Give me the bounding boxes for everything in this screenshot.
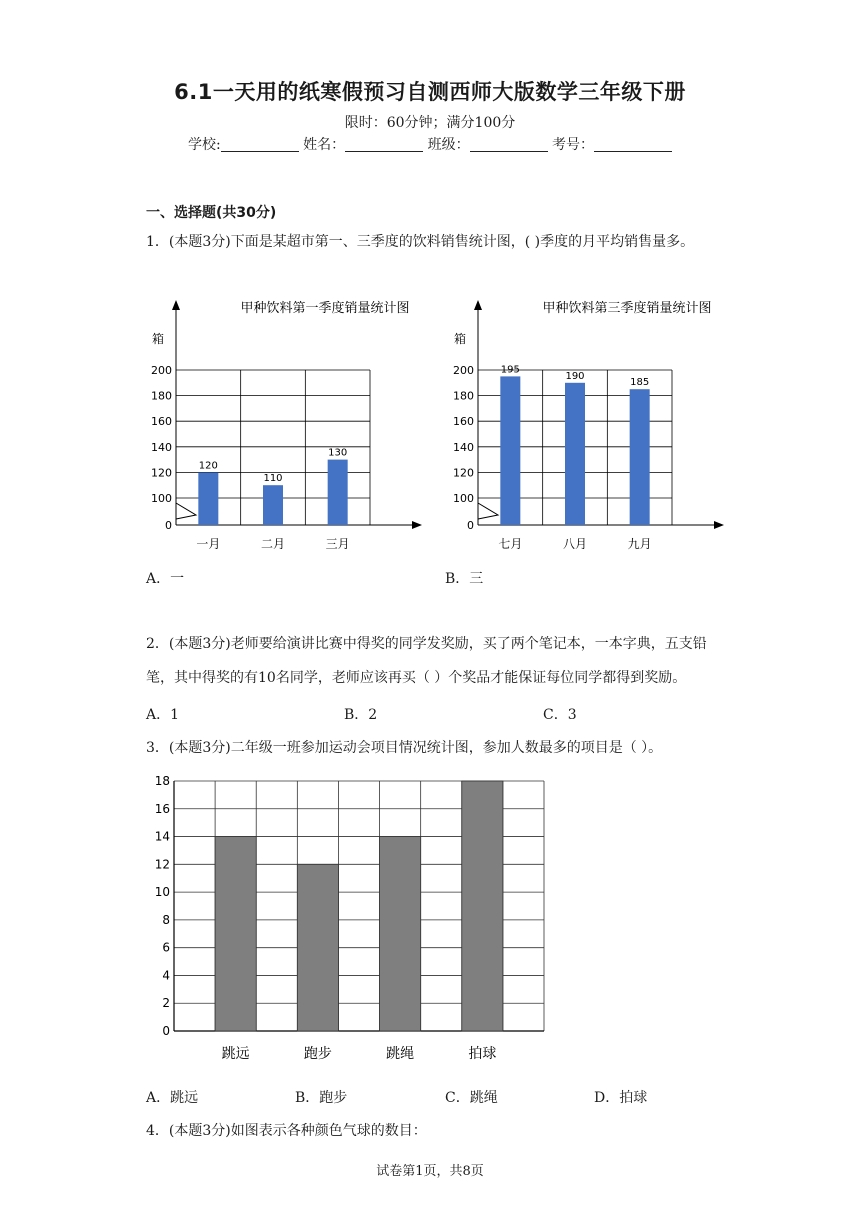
question-1-text: 1．(本题3分)下面是某超市第一、三季度的饮料销售统计图，( )季度的月平均销售量多。 (146, 234, 695, 250)
q1c1-y-tick: 160 (151, 415, 172, 429)
q2-option-b[interactable]: B．2 (344, 707, 378, 723)
q3-y-tick: 4 (162, 968, 170, 983)
student-info-line (0, 134, 860, 154)
q3-y-tick: 0 (162, 1024, 170, 1038)
q1c2-y-tick: 200 (453, 364, 474, 377)
q1c1-y-tick: 140 (151, 440, 172, 454)
q3-y-tick: 8 (162, 912, 170, 927)
q1c2-bar (500, 376, 520, 525)
time-limit: 限时：60分钟；满分100分 (344, 115, 516, 131)
q1c1-x-tick: 一月 (196, 537, 221, 551)
q1c1-title: 甲种饮料第一季度销量统计图 (240, 301, 410, 316)
q1c2-axis-break (478, 503, 498, 519)
name-label: 姓名： (303, 137, 346, 153)
exam-number-blank[interactable] (594, 137, 672, 152)
q1c1-y-tick: 0 (165, 519, 172, 532)
q1c1-y-tick: 200 (151, 364, 172, 377)
q1c1-axis-break (176, 503, 196, 519)
q1c1-data-label: 130 (328, 447, 348, 459)
q1c1-x-tick: 三月 (325, 537, 350, 551)
q1c1-y-arrow (172, 300, 180, 310)
q1c1-y-tick: 180 (151, 389, 172, 403)
q3-y-tick: 18 (154, 774, 170, 788)
q1c2-y-arrow (474, 300, 482, 310)
q1-option-b[interactable]: B．三 (445, 571, 484, 587)
q1c2-y-tick: 180 (453, 389, 474, 403)
exam-number-label: 考号： (552, 137, 595, 153)
q3-x-tick: 跑步 (303, 1046, 332, 1062)
q3-x-tick: 跳远 (221, 1046, 250, 1062)
q1c2-title: 甲种饮料第三季度销量统计图 (542, 301, 712, 316)
q1c1-data-label: 110 (263, 473, 283, 485)
name-blank[interactable] (345, 137, 423, 152)
q1-option-a[interactable]: A．一 (146, 571, 185, 587)
section-heading: 一、选择题(共30分) (146, 205, 277, 221)
school-label: 学校: (187, 137, 221, 153)
q3-y-tick: 10 (154, 885, 170, 900)
q3-bar (297, 864, 338, 1031)
q1c1-data-label: 120 (198, 460, 218, 472)
q1c1-bar (328, 460, 348, 525)
q1c2-y-tick: 100 (453, 492, 474, 505)
q1c1-bar (198, 472, 218, 525)
q3-x-tick: 跳绳 (386, 1046, 415, 1062)
class-label: 班级： (427, 137, 470, 153)
q3-y-tick: 6 (162, 940, 170, 955)
class-blank[interactable] (470, 137, 548, 152)
q3-y-tick: 14 (154, 829, 170, 844)
q1c2-y-tick: 0 (467, 519, 474, 532)
q1c2-bar (630, 389, 650, 525)
q3-option-c[interactable]: C．跳绳 (445, 1090, 498, 1106)
q3-bar (462, 781, 503, 1031)
q1c2-y-label: 箱 (454, 332, 467, 346)
q3-option-b[interactable]: B．跑步 (295, 1090, 348, 1106)
q1-chart-third-quarter (442, 288, 732, 560)
page-title: 6.1一天用的纸寒假预习自测西师大版数学三年级下册 (174, 80, 686, 104)
q1c2-x-tick: 七月 (498, 537, 523, 551)
q1c2-data-label: 185 (630, 377, 650, 389)
q3-y-tick: 12 (154, 857, 170, 872)
q1c1-y-tick: 100 (151, 492, 172, 505)
q1c1-y-tick: 120 (151, 466, 172, 480)
q1c2-bar (565, 383, 585, 525)
question-2-text: 2．(本题3分)老师要给演讲比赛中得奖的同学发奖励，买了两个笔记本，一本字典，五支铅笔，其中得奖的有10名同学，老师应该再买（ ）个奖品才能保证每位同学都得到奖励。 (146, 636, 707, 686)
q1c2-x-arrow (714, 521, 724, 529)
q3-bar (380, 837, 421, 1031)
q3-option-a[interactable]: A．跳远 (146, 1090, 199, 1106)
q3-chart-sports-events (140, 772, 560, 1068)
q1c1-x-arrow (412, 521, 422, 529)
q1c1-bar (263, 485, 283, 525)
q2-option-a[interactable]: A．1 (146, 707, 180, 723)
q1c2-x-tick: 九月 (627, 537, 652, 551)
q3-y-tick: 2 (162, 996, 170, 1011)
page-footer: 试卷第1页，共8页 (376, 1164, 484, 1179)
q2-option-c[interactable]: C．3 (543, 707, 577, 723)
q1-chart-first-quarter (140, 288, 430, 560)
q1c1-y-label: 箱 (152, 332, 165, 346)
q1c2-x-tick: 八月 (562, 537, 588, 551)
question-3-text: 3．(本题3分)二年级一班参加运动会项目情况统计图，参加人数最多的项目是（ ）。 (146, 740, 663, 756)
q1c2-data-label: 195 (500, 364, 520, 376)
question-4-text: 4．(本题3分)如图表示各种颜色气球的数目： (146, 1123, 427, 1139)
q3-y-tick: 16 (154, 801, 170, 816)
q1c1-x-tick: 二月 (260, 537, 286, 551)
q3-x-tick: 拍球 (468, 1046, 497, 1062)
q1c2-data-label: 190 (565, 370, 585, 382)
q1c2-y-tick: 120 (453, 466, 474, 480)
q3-bar (215, 837, 256, 1031)
q1c2-y-tick: 160 (453, 415, 474, 429)
q1c2-y-tick: 140 (453, 440, 474, 454)
school-blank[interactable] (221, 137, 299, 152)
q3-option-d[interactable]: D．拍球 (594, 1090, 648, 1106)
